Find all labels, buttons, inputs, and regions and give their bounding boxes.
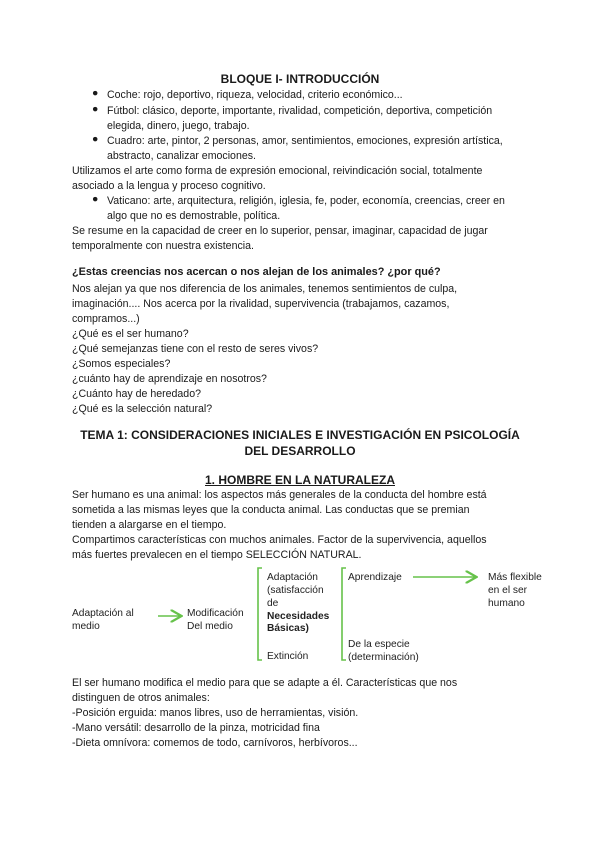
paragraph-modifica-line1: El ser humano modifica el medio para que se adapte a él. Características que nos	[72, 677, 458, 689]
bullet-dot: ●	[92, 133, 99, 145]
item-dieta-omnivora: -Dieta omnívora: comemos de todo, carnívoros, herbívoros...	[72, 737, 358, 749]
label-flexible-1: Más flexible	[488, 572, 542, 583]
bullet-futbol-line1: Fútbol: clásico, deporte, importante, rivalidad, competición, deportiva, competición	[107, 105, 493, 117]
bracket-right-icon	[342, 568, 346, 660]
question-especiales: ¿Somos especiales?	[72, 358, 171, 370]
question-heading: ¿Estas creencias nos acercan o nos alejan de los animales? ¿por qué?	[72, 266, 441, 278]
paragraph-alejan-line2: imaginación.... Nos acerca por la rivalidad, supervivencia (trabajamos, cazamos,	[72, 298, 450, 310]
paragraph-arte-line2: asociado a la lengua y proceso cognitivo.	[72, 180, 266, 192]
tema-title-line2: DEL DESARROLLO	[244, 444, 356, 458]
bracket-left-icon	[258, 568, 262, 660]
paragraph-animal-line2: sometida a las mismas leyes que la conducta animal. Las conductas que se premian	[72, 504, 470, 516]
question-aprendizaje: ¿cuánto hay de aprendizaje en nosotros?	[72, 373, 267, 385]
bullet-dot: ●	[92, 103, 99, 115]
label-especie-1: De la especie	[348, 639, 410, 650]
paragraph-alejan-line1: Nos alejan ya que nos diferencia de los animales, tenemos sentimientos de culpa,	[72, 283, 458, 295]
tema-title-line1: TEMA 1: CONSIDERACIONES INICIALES E INVESTIGACIÓN EN PSICOLOGÍA	[80, 428, 520, 442]
question-semejanzas: ¿Qué semejanzas tiene con el resto de seres vivos?	[72, 343, 319, 355]
question-seleccion: ¿Qué es la selección natural?	[72, 403, 213, 415]
section-title: 1. HOMBRE EN LA NATURALEZA	[205, 473, 395, 487]
paragraph-animal-line3: tienden a alargarse en el tiempo.	[72, 519, 227, 531]
paragraph-arte-line1: Utilizamos el arte como forma de expresión emocional, reivindicación social, totalmente	[72, 165, 483, 177]
label-adaptacion-medio-1: Adaptación al	[72, 608, 134, 619]
label-flexible-2: en el ser	[488, 585, 528, 596]
label-modificacion-2: Del medio	[187, 621, 233, 632]
bloque-title: BLOQUE I- INTRODUCCIÓN	[220, 72, 380, 86]
bullet-cuadro-line1: Cuadro: arte, pintor, 2 personas, amor, sentimientos, emociones, expresión artística,	[107, 135, 503, 147]
paragraph-resume-line1: Se resume en la capacidad de creer en lo superior, pensar, imaginar, capacidad de jugar	[72, 225, 488, 237]
question-ser-humano: ¿Qué es el ser humano?	[72, 328, 189, 340]
item-posicion-erguida: -Posición erguida: manos libres, uso de herramientas, visión.	[72, 707, 359, 719]
label-adaptacion-2: (satisfacción	[267, 585, 324, 596]
bullet-dot: ●	[92, 87, 99, 99]
bullet-vaticano-line1: Vaticano: arte, arquitectura, religión, iglesia, fe, poder, economía, creencias, creer en	[107, 195, 505, 207]
bullet-vaticano-line2: algo que no es demostrable, política.	[107, 210, 281, 222]
label-adaptacion-medio-2: medio	[72, 621, 100, 632]
paragraph-animal-line5: más fuertes prevalecen en el tiempo SELECCIÓN NATURAL.	[72, 549, 362, 561]
label-extincion: Extinción	[267, 651, 309, 662]
paragraph-modifica-line2: distinguen de otros animales:	[72, 692, 210, 704]
label-aprendizaje: Aprendizaje	[348, 572, 402, 583]
label-especie-2: (determinación)	[348, 652, 419, 663]
paragraph-animal-line1: Ser humano es una animal: los aspectos más generales de la conducta del hombre está	[72, 489, 487, 501]
bullet-cuadro-line2: abstracto, canalizar emociones.	[107, 150, 256, 162]
label-modificacion-1: Modificación	[187, 608, 244, 619]
paragraph-animal-line4: Compartimos características con muchos animales. Factor de la supervivencia, aquellos	[72, 534, 487, 546]
label-flexible-3: humano	[488, 598, 525, 609]
item-mano-versatil: -Mano versátil: desarrollo de la pinza, motricidad fina	[72, 722, 320, 734]
label-adaptacion-1: Adaptación	[267, 572, 318, 583]
label-adaptacion-3: de	[267, 598, 279, 609]
question-heredado: ¿Cuánto hay de heredado?	[72, 388, 201, 400]
paragraph-resume-line2: temporalmente con nuestra existencia.	[72, 240, 254, 252]
paragraph-alejan-line3: compramos...)	[72, 313, 140, 325]
label-necesidades: Necesidades	[267, 611, 330, 622]
bullet-futbol-line2: elegida, dinero, juego, trabajo.	[107, 120, 250, 132]
bullet-coche: Coche: rojo, deportivo, riqueza, velocidad, criterio económico...	[107, 89, 403, 101]
bullet-dot: ●	[92, 193, 99, 205]
label-basicas: Básicas)	[267, 623, 309, 634]
